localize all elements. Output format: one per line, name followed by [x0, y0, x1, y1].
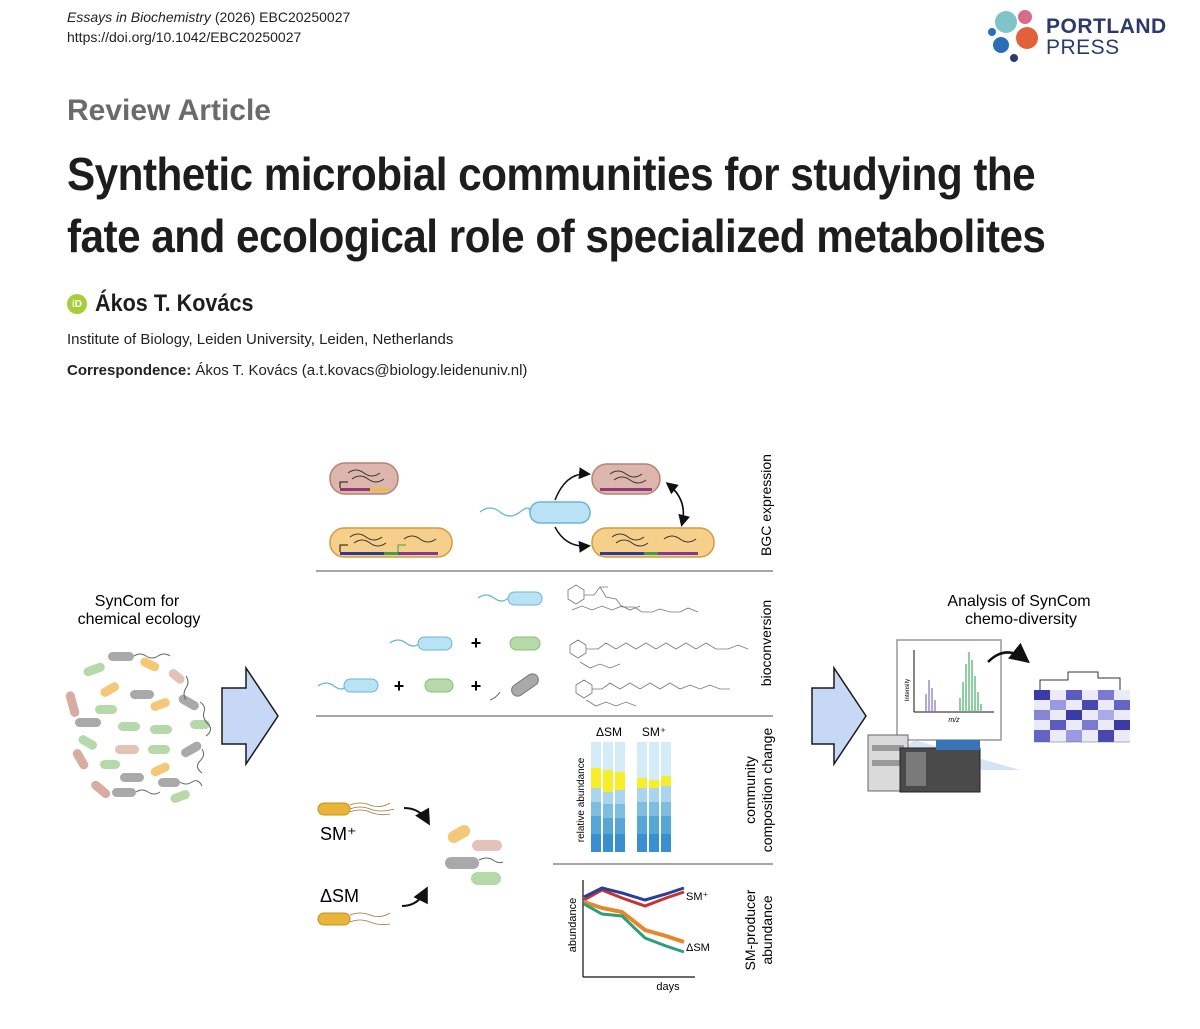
correspondence-label: Correspondence:	[67, 362, 192, 379]
label-community-2: composition change	[759, 727, 775, 853]
correspondence-text[interactable]: Ákos T. Kovács (a.t.kovacs@biology.leidenuniv.nl)	[191, 362, 528, 379]
relative-abundance-label: relative abundance	[576, 757, 587, 843]
article-type: Review Article	[67, 94, 271, 127]
ms-mz-label: m/z	[948, 717, 960, 724]
label-community-1: community	[742, 756, 758, 824]
label-producer-2: abundance	[759, 895, 775, 965]
journal-info: (2026) EBC20250027	[210, 9, 351, 25]
left-label-1: SynCom for	[94, 593, 180, 610]
graphical-abstract	[0, 440, 1200, 1020]
left-flow-arrow-icon	[222, 668, 278, 764]
plus-sign: +	[470, 676, 482, 696]
delta-sm-label: ΔSM	[320, 886, 360, 906]
affiliation: Institute of Biology, Leiden University, Leiden, Netherlands	[67, 331, 454, 348]
abundance-axis-label: abundance	[567, 897, 579, 953]
right-label-2: chemo-diversity	[964, 611, 1078, 628]
bar-label-dsm: ΔSM	[595, 725, 623, 739]
plus-sign: +	[393, 676, 405, 696]
right-flow-arrow-icon	[812, 668, 866, 764]
label-bioconversion: bioconversion	[758, 599, 774, 687]
bgc-expression-panel	[330, 463, 714, 557]
days-axis-label: days	[656, 981, 680, 993]
publisher-name-line1: PORTLAND	[1046, 15, 1167, 38]
orcid-icon[interactable]: iD	[67, 294, 87, 314]
mass-spec-panel	[868, 640, 1026, 792]
doi-link[interactable]: https://doi.org/10.1042/EBC20250027	[67, 29, 302, 45]
ms-intensity-label: Intensity	[905, 678, 911, 702]
journal-citation	[67, 7, 350, 47]
label-producer-1: SM-producer	[742, 889, 758, 971]
stacked-bars	[591, 742, 671, 852]
left-label-2: chemical ecology	[77, 611, 201, 628]
bioconversion-panel	[318, 585, 748, 706]
producer-abundance-panel	[567, 880, 710, 993]
publisher-name-line2: PRESS	[1046, 36, 1120, 59]
portland-press-logo	[984, 8, 1174, 68]
plus-sign: +	[470, 633, 482, 653]
logo-dots-icon	[984, 8, 1044, 68]
author-row	[67, 290, 271, 318]
bar-label-smplus: SM⁺	[641, 725, 667, 739]
heatmap-panel	[1034, 672, 1130, 742]
article-title: Synthetic microbial communities for studying the fate and ecological role of specialized metabolites	[67, 148, 1046, 262]
correspondence	[67, 362, 527, 379]
syncom-cells	[65, 652, 211, 804]
sm-plus-label: SM⁺	[320, 824, 357, 844]
right-label-1: Analysis of SynCom	[947, 593, 1091, 610]
line-label-dsm: ΔSM	[686, 942, 710, 954]
author-name: Ákos T. Kovács	[95, 290, 254, 317]
line-label-smplus: SM⁺	[686, 891, 709, 903]
journal-name: Essays in Biochemistry	[67, 9, 211, 25]
label-bgc-expression: BGC expression	[758, 454, 774, 556]
